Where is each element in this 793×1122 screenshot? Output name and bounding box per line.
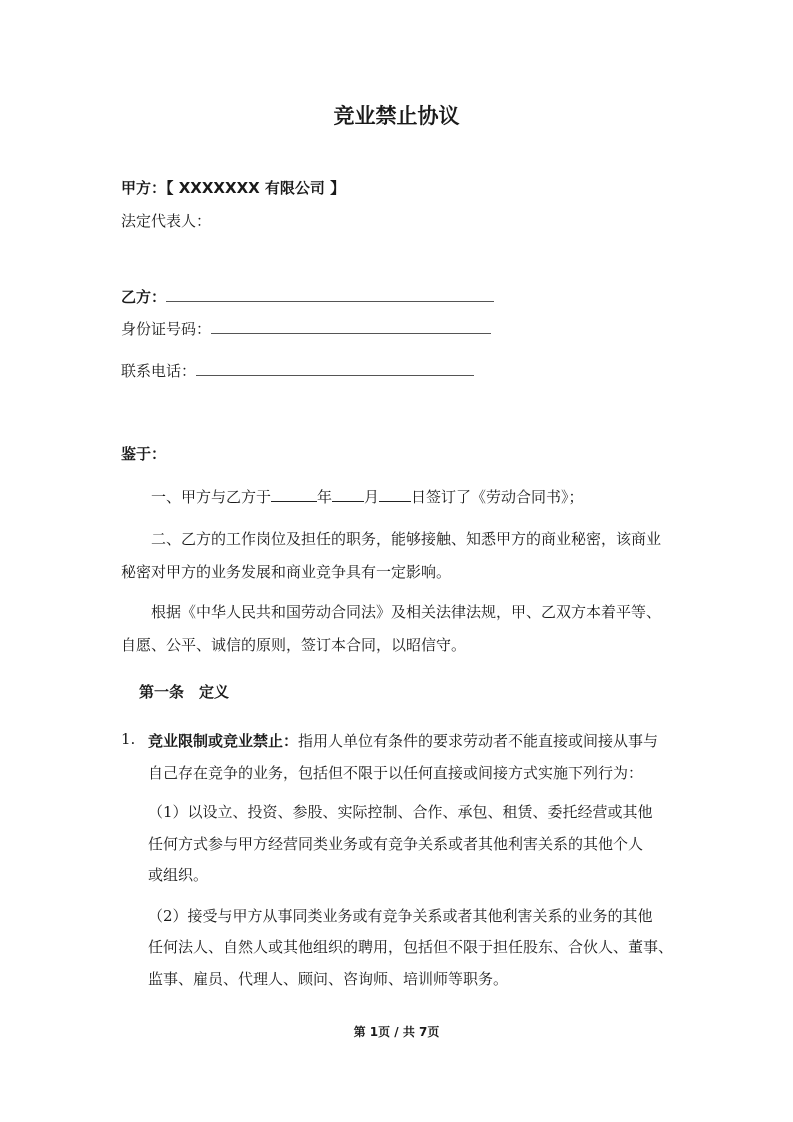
id-number-line — [121, 318, 491, 339]
article-1-heading: 第一条 定义 — [139, 683, 230, 701]
id-number-blank — [211, 318, 491, 334]
sub-item-2-line1: （2）接受与甲方从事同类业务或有竞争关系或者其他利害关系的业务的其他 — [148, 907, 653, 925]
item-1-line2: 自己存在竞争的业务，包括但不限于以任何直接或间接方式实施下列行为： — [148, 764, 644, 782]
month-blank — [332, 487, 364, 502]
year-label: 年 — [317, 488, 333, 506]
document-title: 竞业禁止协议 — [333, 104, 460, 128]
party-a-value: 【 XXXXXXX 有限公司 】 — [166, 179, 346, 197]
party-b-blank — [166, 286, 494, 302]
whereas-p3-line1: 根据《中华人民共和国劳动合同法》及相关法律法规，甲、乙双方本着平等、 — [151, 603, 662, 621]
whereas-p1-end: 日签订了《劳动合同书》； — [411, 488, 584, 506]
id-number-label: 身份证号码： — [121, 320, 212, 338]
party-b-label: 乙方： — [121, 288, 167, 306]
sub-item-2-line2: 任何法人、自然人或其他组织的聘用，包括但不限于担任股东、合伙人、董事、 — [148, 938, 674, 956]
party-b-line — [121, 286, 494, 307]
phone-line — [121, 360, 474, 381]
whereas-heading: 鉴于： — [121, 445, 167, 463]
item-1-line1-rest: 指用人单位有条件的要求劳动者不能直接或间接从事与 — [298, 732, 659, 750]
year-blank — [271, 487, 317, 502]
phone-blank — [196, 360, 474, 376]
party-a-line — [121, 177, 345, 198]
whereas-paragraph-1 — [151, 486, 584, 507]
whereas-p2-line1: 二、乙方的工作岗位及担任的职务，能够接触、知悉甲方的商业秘密，该商业 — [151, 530, 662, 548]
sub-item-1-line1: （1）以设立、投资、参股、实际控制、合作、承包、租赁、委托经营或其他 — [148, 803, 653, 821]
phone-label: 联系电话： — [121, 362, 197, 380]
item-1-number: 1. — [121, 730, 136, 748]
sub-item-2-line3: 监事、雇员、代理人、顾问、咨询师、培训师等职务。 — [148, 970, 509, 988]
party-a-label: 甲方： — [121, 179, 167, 197]
sub-item-1-line3: 或组织。 — [148, 866, 209, 884]
whereas-p3-line2: 自愿、公平、诚信的原则，签订本合同，以昭信守。 — [121, 636, 467, 654]
item-1-line1 — [148, 730, 658, 751]
day-blank — [379, 487, 411, 502]
legal-representative-label: 法定代表人： — [121, 212, 212, 230]
month-label: 月 — [364, 488, 380, 506]
item-1-term: 竞业限制或竞业禁止： — [148, 732, 299, 750]
page-footer: 第 1页 / 共 7页 — [353, 1025, 440, 1039]
sub-item-1-line2: 任何方式参与甲方经营同类业务或有竞争关系或者其他利害关系的其他个人 — [148, 835, 644, 853]
whereas-p2-line2: 秘密对甲方的业务发展和商业竞争具有一定影响。 — [121, 563, 452, 581]
whereas-p1-start: 一、甲方与乙方于 — [151, 488, 272, 506]
